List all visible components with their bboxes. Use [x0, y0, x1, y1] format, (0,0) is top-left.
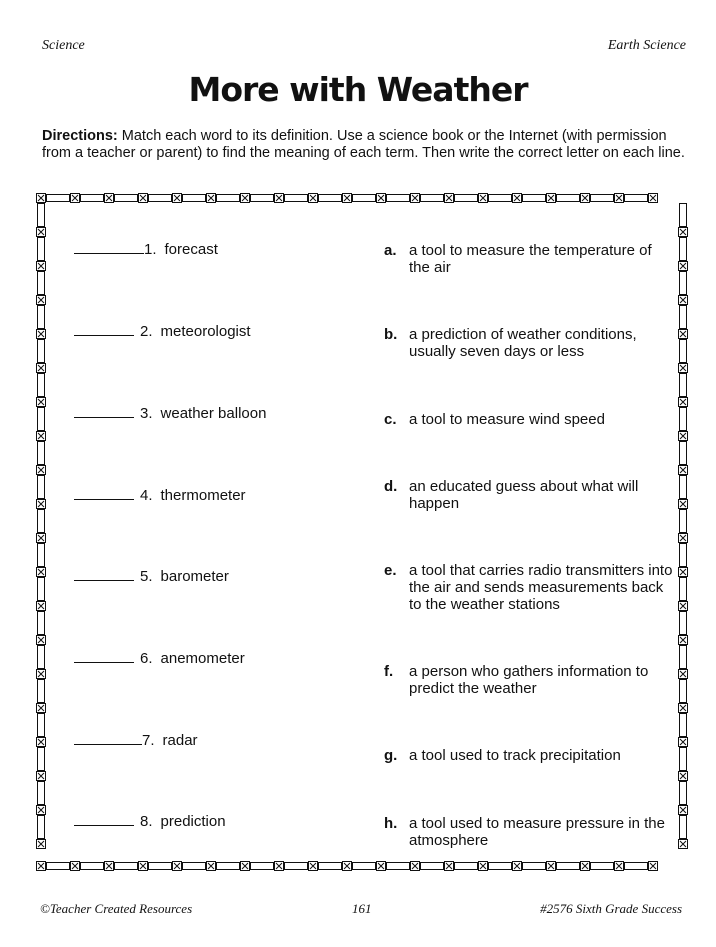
- term-item: [74, 241, 218, 258]
- term-number: 8.: [140, 813, 153, 830]
- answer-blank[interactable]: [74, 732, 142, 745]
- directions-label: Directions:: [42, 128, 118, 144]
- term-word: forecast: [164, 241, 218, 258]
- directions-text: Match each word to its definition. Use a science book or the Internet (with permission from a teacher or parent) to find the meaning of each term. Then write the correct letter on each line.: [42, 128, 685, 161]
- term-item: [74, 323, 251, 340]
- definition-item: [384, 411, 674, 428]
- definition-letter: h.: [384, 815, 398, 832]
- term-word: anemometer: [160, 650, 245, 667]
- footer-publisher: ©Teacher Created Resources: [40, 901, 193, 916]
- term-word: meteorologist: [160, 323, 251, 340]
- term-item: [74, 813, 226, 830]
- term-word: barometer: [160, 568, 229, 585]
- definition-letter: d.: [384, 478, 398, 495]
- definition-text: a tool to measure the temperature of the air: [409, 242, 652, 276]
- definition-letter: c.: [384, 411, 397, 428]
- term-item: [74, 732, 198, 749]
- term-item: [74, 568, 229, 585]
- header-topic: Earth Science: [607, 38, 686, 53]
- term-word: radar: [162, 732, 198, 749]
- answer-blank[interactable]: [74, 487, 134, 500]
- definition-letter: e.: [384, 562, 397, 579]
- term-number: 7.: [142, 732, 155, 749]
- definition-letter: f.: [384, 663, 394, 680]
- definition-letter: b.: [384, 326, 398, 343]
- definition-text: a person who gathers information to predict the weather: [409, 663, 649, 697]
- definition-item: [384, 815, 674, 849]
- definition-item: [384, 242, 674, 276]
- answer-blank[interactable]: [74, 323, 134, 336]
- definition-item: [384, 562, 674, 613]
- header-subject: Science: [42, 38, 85, 53]
- answer-blank[interactable]: [74, 405, 134, 418]
- term-number: 2.: [140, 323, 153, 340]
- term-word: thermometer: [160, 487, 246, 504]
- answer-blank[interactable]: [74, 568, 134, 581]
- directions: [42, 128, 692, 162]
- definition-letter: a.: [384, 242, 397, 259]
- term-item: [74, 405, 266, 422]
- term-word: weather balloon: [160, 405, 267, 422]
- term-number: 5.: [140, 568, 153, 585]
- footer-page-number: 161: [352, 901, 372, 916]
- term-number: 3.: [140, 405, 153, 422]
- term-item: [74, 487, 246, 504]
- term-number: 4.: [140, 487, 153, 504]
- answer-blank[interactable]: [74, 650, 134, 663]
- answer-blank[interactable]: [74, 813, 134, 826]
- definition-item: [384, 326, 674, 360]
- definition-text: an educated guess about what will happen: [409, 478, 639, 512]
- definition-item: [384, 663, 674, 697]
- definition-text: a tool used to measure pressure in the atmosphere: [409, 815, 665, 849]
- footer-book-title: #2576 Sixth Grade Success: [540, 901, 682, 916]
- decorative-border: [36, 193, 688, 871]
- answer-blank[interactable]: [74, 241, 144, 254]
- definition-text: a tool to measure wind speed: [409, 411, 605, 428]
- page-title: More with Weather: [188, 70, 528, 109]
- definition-text: a prediction of weather conditions, usually seven days or less: [409, 326, 637, 360]
- definition-item: [384, 747, 674, 764]
- term-number: 6.: [140, 650, 153, 667]
- term-number: 1.: [144, 241, 157, 258]
- term-word: prediction: [160, 813, 226, 830]
- definition-text: a tool used to track precipitation: [409, 747, 621, 764]
- definition-item: [384, 478, 674, 512]
- term-item: [74, 650, 245, 667]
- definition-text: a tool that carries radio transmitters into the air and sends measurements back to the weather stations: [409, 562, 673, 613]
- definition-letter: g.: [384, 747, 398, 764]
